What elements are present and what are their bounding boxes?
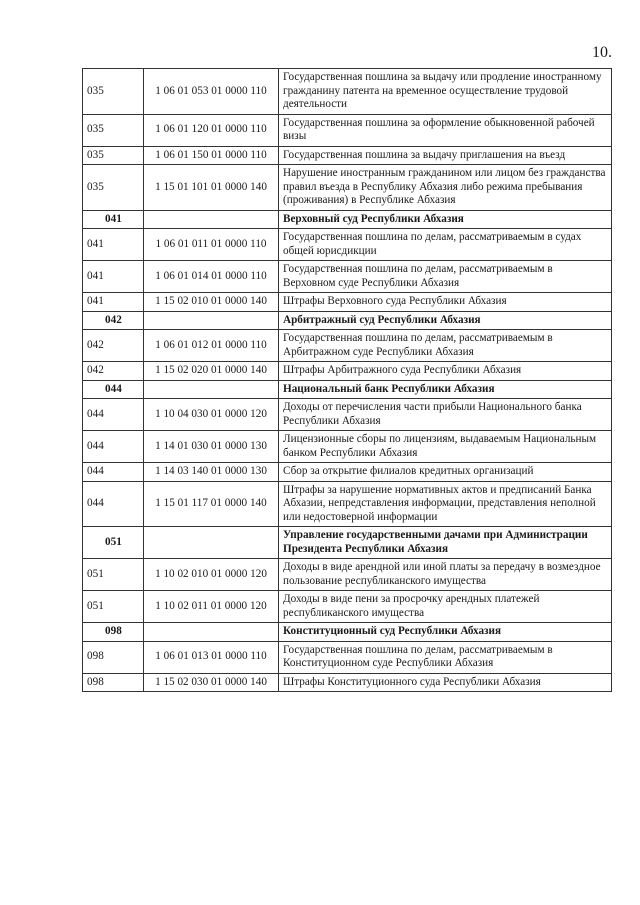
revenue-name-cell: Сбор за открытие филиалов кредитных организаций	[279, 463, 612, 482]
revenue-code-cell: 1 06 01 013 01 0000 110	[144, 641, 279, 673]
revenue-name-cell: Государственная пошлина за выдачу приглашения на въезд	[279, 146, 612, 165]
table-row	[83, 69, 612, 115]
table-row	[83, 431, 612, 463]
admin-code-cell: 098	[83, 673, 144, 692]
revenue-name-cell: Доходы в виде пени за просрочку арендных платежей республиканского имущества	[279, 591, 612, 623]
revenue-code-cell: 1 10 02 010 01 0000 120	[144, 559, 279, 591]
table-row	[83, 229, 612, 261]
table-row	[83, 463, 612, 482]
revenue-code-cell: 1 10 02 011 01 0000 120	[144, 591, 279, 623]
revenue-code-cell	[144, 210, 279, 229]
admin-code-cell: 044	[83, 399, 144, 431]
revenue-code-cell: 1 15 01 101 01 0000 140	[144, 165, 279, 211]
revenue-code-cell: 1 15 02 020 01 0000 140	[144, 362, 279, 381]
table-row	[83, 114, 612, 146]
admin-code-cell: 044	[83, 431, 144, 463]
revenue-code-cell: 1 06 01 120 01 0000 110	[144, 114, 279, 146]
revenue-code-cell: 1 06 01 053 01 0000 110	[144, 69, 279, 115]
revenue-name-cell: Арбитражный суд Республики Абхазия	[279, 311, 612, 330]
table-row	[83, 481, 612, 527]
admin-code-cell: 044	[83, 380, 144, 399]
revenue-code-cell: 1 06 01 014 01 0000 110	[144, 261, 279, 293]
table-row	[83, 559, 612, 591]
revenue-name-cell: Доходы от перечисления части прибыли Национального банка Республики Абхазия	[279, 399, 612, 431]
table-row	[83, 673, 612, 692]
revenue-name-cell: Штрафы за нарушение нормативных актов и предписаний Банка Абхазии, непредставления информации, представления неполной или недостоверной информации	[279, 481, 612, 527]
table-row	[83, 591, 612, 623]
table-row	[83, 641, 612, 673]
admin-code-cell: 041	[83, 210, 144, 229]
revenue-name-cell: Верховный суд Республики Абхазия	[279, 210, 612, 229]
admin-code-cell: 035	[83, 146, 144, 165]
admin-code-cell: 041	[83, 229, 144, 261]
revenue-code-cell: 1 06 01 150 01 0000 110	[144, 146, 279, 165]
revenue-code-cell	[144, 527, 279, 559]
revenue-code-cell: 1 15 02 010 01 0000 140	[144, 293, 279, 312]
admin-code-cell: 098	[83, 641, 144, 673]
admin-code-cell: 035	[83, 165, 144, 211]
revenue-code-cell: 1 06 01 012 01 0000 110	[144, 330, 279, 362]
revenue-name-cell: Конституционный суд Республики Абхазия	[279, 623, 612, 642]
table-row	[83, 261, 612, 293]
revenue-code-cell: 1 15 01 117 01 0000 140	[144, 481, 279, 527]
revenue-code-cell: 1 15 02 030 01 0000 140	[144, 673, 279, 692]
table-body	[83, 69, 612, 692]
table-row	[83, 165, 612, 211]
admin-code-cell: 051	[83, 527, 144, 559]
admin-code-cell: 044	[83, 463, 144, 482]
admin-code-cell: 035	[83, 69, 144, 115]
revenue-code-cell: 1 14 01 030 01 0000 130	[144, 431, 279, 463]
admin-code-cell: 041	[83, 261, 144, 293]
revenue-name-cell: Государственная пошлина по делам, рассматриваемым в Верховном суде Республики Абхазия	[279, 261, 612, 293]
revenue-code-cell	[144, 380, 279, 399]
admin-code-cell: 051	[83, 591, 144, 623]
admin-code-cell: 044	[83, 481, 144, 527]
revenue-name-cell: Государственная пошлина по делам, рассматриваемым в Арбитражном суде Республики Абхазия	[279, 330, 612, 362]
admin-code-cell: 098	[83, 623, 144, 642]
revenue-name-cell: Управление государственными дачами при Администрации Президента Республики Абхазия	[279, 527, 612, 559]
admin-code-cell: 051	[83, 559, 144, 591]
revenue-name-cell: Государственная пошлина по делам, рассматриваемым в Конституционном суде Республики Абхазия	[279, 641, 612, 673]
section-header-row	[83, 311, 612, 330]
table-row	[83, 362, 612, 381]
revenue-name-cell: Лицензионные сборы по лицензиям, выдаваемым Национальным банком Республики Абхазия	[279, 431, 612, 463]
revenue-code-cell	[144, 623, 279, 642]
revenue-code-cell: 1 10 04 030 01 0000 120	[144, 399, 279, 431]
admin-code-cell: 035	[83, 114, 144, 146]
table-row	[83, 399, 612, 431]
revenue-classification-table	[82, 68, 612, 692]
revenue-code-cell: 1 14 03 140 01 0000 130	[144, 463, 279, 482]
admin-code-cell: 042	[83, 311, 144, 330]
revenue-code-cell: 1 06 01 011 01 0000 110	[144, 229, 279, 261]
revenue-name-cell: Штрафы Конституционного суда Республики Абхазия	[279, 673, 612, 692]
section-header-row	[83, 623, 612, 642]
revenue-name-cell: Штрафы Верховного суда Республики Абхазия	[279, 293, 612, 312]
table-row	[83, 293, 612, 312]
revenue-name-cell: Штрафы Арбитражного суда Республики Абхазия	[279, 362, 612, 381]
admin-code-cell: 041	[83, 293, 144, 312]
revenue-name-cell: Государственная пошлина по делам, рассматриваемым в судах общей юрисдикции	[279, 229, 612, 261]
revenue-name-cell: Доходы в виде арендной или иной платы за передачу в возмездное пользование республиканского имущества	[279, 559, 612, 591]
page-number: 10.	[592, 44, 612, 61]
revenue-name-cell: Нарушение иностранным гражданином или лицом без гражданства правил въезда в Республику Абхазия либо режима пребывания (проживания) в Республике Абхазия	[279, 165, 612, 211]
revenue-code-cell	[144, 311, 279, 330]
table-row	[83, 146, 612, 165]
table-row	[83, 330, 612, 362]
section-header-row	[83, 527, 612, 559]
revenue-name-cell: Государственная пошлина за оформление обыкновенной рабочей визы	[279, 114, 612, 146]
revenue-name-cell: Национальный банк Республики Абхазия	[279, 380, 612, 399]
admin-code-cell: 042	[83, 362, 144, 381]
admin-code-cell: 042	[83, 330, 144, 362]
section-header-row	[83, 210, 612, 229]
section-header-row	[83, 380, 612, 399]
revenue-name-cell: Государственная пошлина за выдачу или продление иностранному гражданину патента на временное осуществление трудовой деятельности	[279, 69, 612, 115]
